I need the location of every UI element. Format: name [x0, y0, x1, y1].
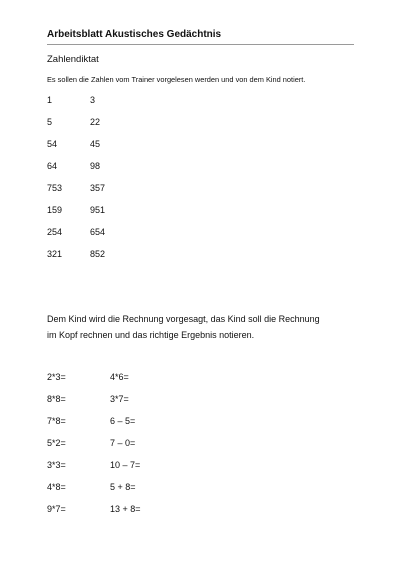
instruction-number-dictation: Es sollen die Zahlen vom Trainer vorgelesen werden und von dem Kind notiert.	[47, 75, 306, 84]
number-right: 22	[90, 117, 101, 127]
number-right: 852	[90, 249, 106, 259]
number-right: 98	[90, 161, 101, 171]
calculation-right: 3*7=	[110, 394, 129, 404]
calculation-left: 4*8=	[47, 482, 66, 492]
number-right: 654	[90, 227, 106, 237]
calculation-left: 9*7=	[47, 504, 66, 514]
calculation-left: 2*3=	[47, 372, 66, 382]
number-left: 64	[47, 161, 58, 171]
calculation-right: 13 + 8=	[110, 504, 141, 514]
calculation-right: 7 – 0=	[110, 438, 136, 448]
number-right: 3	[90, 95, 96, 105]
number-left: 753	[47, 183, 63, 193]
instruction-line: im Kopf rechnen und das richtige Ergebnis notieren.	[47, 330, 255, 340]
number-left: 321	[47, 249, 63, 259]
instruction-line: Dem Kind wird die Rechnung vorgesagt, das Kind soll die Rechnung	[47, 314, 320, 324]
title-divider	[47, 44, 354, 45]
number-left: 1	[47, 95, 53, 105]
number-right: 951	[90, 205, 106, 215]
section-heading-number-dictation: Zahlendiktat	[47, 54, 99, 65]
number-left: 54	[47, 139, 58, 149]
calculation-right: 10 – 7=	[110, 460, 141, 470]
calculation-left: 5*2=	[47, 438, 66, 448]
calculation-right: 5 + 8=	[110, 482, 136, 492]
calculation-right: 4*6=	[110, 372, 129, 382]
page-title: Arbeitsblatt Akustisches Gedächtnis	[47, 29, 222, 40]
number-left: 5	[47, 117, 53, 127]
number-right: 357	[90, 183, 106, 193]
number-left: 254	[47, 227, 63, 237]
calculation-right: 6 – 5=	[110, 416, 136, 426]
number-left: 159	[47, 205, 63, 215]
calculation-left: 8*8=	[47, 394, 66, 404]
calculation-left: 3*3=	[47, 460, 66, 470]
number-right: 45	[90, 139, 101, 149]
instruction-mental-arithmetic	[47, 311, 367, 343]
calculation-left: 7*8=	[47, 416, 66, 426]
